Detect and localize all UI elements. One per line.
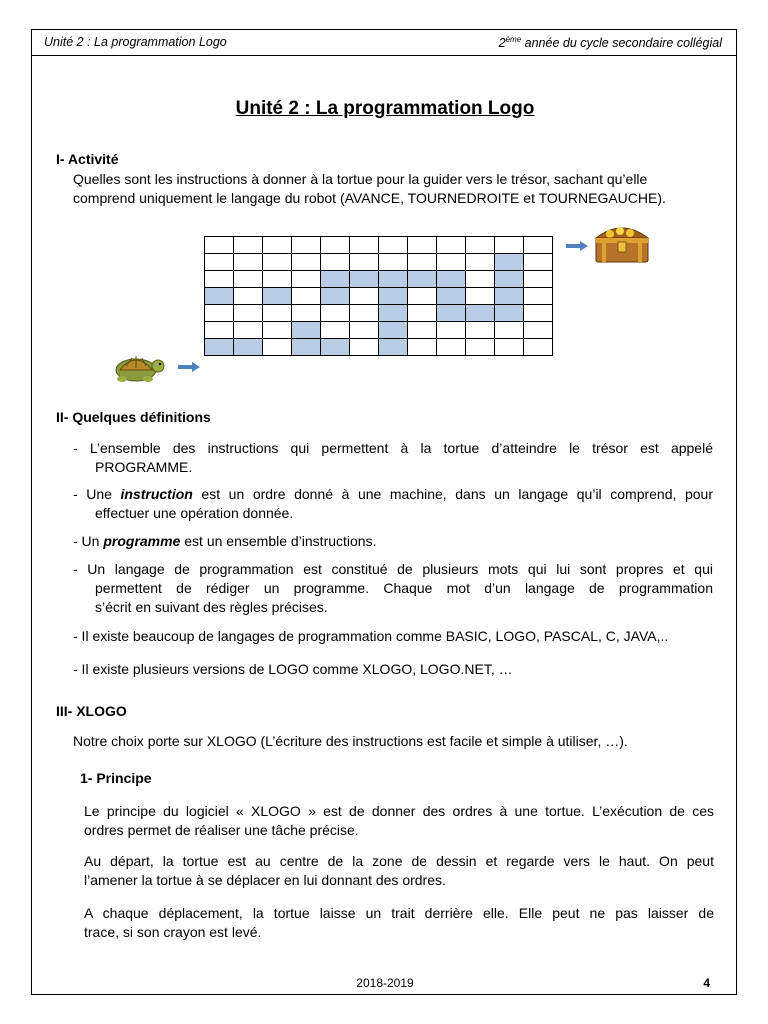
grid-cell <box>263 237 292 254</box>
grid-cell <box>437 254 466 271</box>
page-header <box>32 30 736 56</box>
arrow-right-icon <box>566 241 588 251</box>
grid-cell <box>292 305 321 322</box>
grid-cell <box>466 322 495 339</box>
grid-cell-path <box>466 305 495 322</box>
grid-cell-path <box>379 288 408 305</box>
grid-cell-path <box>234 339 263 356</box>
grid-cell <box>292 271 321 288</box>
grid-cell <box>205 237 234 254</box>
grid-cell <box>466 288 495 305</box>
grid-cell-path <box>205 288 234 305</box>
subsection-heading-principe: 1- Principe <box>80 770 152 786</box>
grid-row <box>205 237 553 254</box>
grid-cell <box>408 237 437 254</box>
principe-paragraph-2: Au départ, la tortue est au centre de la zone de dessin et regarde vers le haut. On peut l’amener la tortue à se déplacer en lui donnant des ordres. <box>84 853 714 888</box>
maze-grid <box>204 236 553 356</box>
grid-cell <box>234 322 263 339</box>
grid-cell <box>321 305 350 322</box>
grid-cell <box>524 288 553 305</box>
grid-cell <box>408 322 437 339</box>
grid-cell-path <box>263 288 292 305</box>
turtle-icon <box>110 348 166 384</box>
principe-paragraph-1: Le principe du logiciel « XLOGO » est de donner des ordres à une tortue. L’exécution de ces ordres permet de réaliser une tâche précise. <box>84 803 714 838</box>
activite-line-2: comprend uniquement le langage du robot (AVANCE, TOURNEDROITE et TOURNEGAUCHE). <box>73 190 666 206</box>
grid-row <box>205 271 553 288</box>
definition-item: - L’ensemble des instructions qui permettent à la tortue d’atteindre le trésor est appelé PROGRAMME. <box>73 440 713 475</box>
grid-cell <box>234 271 263 288</box>
grid-cell <box>292 254 321 271</box>
grid-cell <box>350 254 379 271</box>
grid-cell <box>350 237 379 254</box>
grid-cell <box>263 254 292 271</box>
definition-item: - Un langage de programmation est constitué de plusieurs mots qui lui sont propres et qui permettent de rédiger un programme. Chaque mot d’un langage de programmation s’écrit en suivant des règles précises. <box>73 561 713 615</box>
xlogo-intro: Notre choix porte sur XLOGO (L’écriture des instructions est facile et simple à utiliser, …). <box>73 733 628 749</box>
footer-year: 2018-2019 <box>356 976 414 990</box>
grid-cell <box>263 322 292 339</box>
section-heading-xlogo: III- XLOGO <box>56 703 127 719</box>
definition-item: - Une instruction est un ordre donné à une machine, dans un langage qu’il comprend, pour effectuer une opération donnée. <box>73 486 713 521</box>
grid-cell <box>379 254 408 271</box>
grid-cell-path <box>437 305 466 322</box>
grid-cell <box>466 237 495 254</box>
grid-cell <box>234 254 263 271</box>
grid-cell <box>292 237 321 254</box>
grid-cell <box>292 288 321 305</box>
grid-row <box>205 254 553 271</box>
grid-cell-path <box>495 305 524 322</box>
header-left: Unité 2 : La programmation Logo <box>44 35 227 49</box>
grid-cell <box>263 339 292 356</box>
grid-cell <box>350 322 379 339</box>
grid-cell <box>350 305 379 322</box>
grid-cell-path <box>408 271 437 288</box>
page-number: 4 <box>703 976 710 990</box>
definition-item: - Un programme est un ensemble d’instructions. <box>73 533 377 549</box>
grid-cell-path <box>437 271 466 288</box>
treasure-chest-icon <box>590 220 654 266</box>
grid-row <box>205 305 553 322</box>
definition-item: - Il existe beaucoup de langages de programmation comme BASIC, LOGO, PASCAL, C, JAVA,.. <box>73 628 669 644</box>
grid-cell <box>350 339 379 356</box>
grid-cell <box>524 271 553 288</box>
grid-cell <box>408 339 437 356</box>
grid-cell <box>495 237 524 254</box>
grid-cell-path <box>379 339 408 356</box>
activite-line-1: Quelles sont les instructions à donner à la tortue pour la guider vers le trésor, sachant qu’elle <box>73 171 648 187</box>
grid-cell-path <box>379 271 408 288</box>
grid-row <box>205 339 553 356</box>
grid-cell <box>408 254 437 271</box>
grid-cell <box>524 237 553 254</box>
grid-cell-path <box>350 271 379 288</box>
grid-cell <box>321 254 350 271</box>
grid-cell <box>437 237 466 254</box>
grid-cell <box>379 237 408 254</box>
grid-row <box>205 288 553 305</box>
grid-cell-path <box>321 288 350 305</box>
grid-cell <box>524 339 553 356</box>
arrow-right-icon <box>178 362 200 372</box>
grid-cell-path <box>495 271 524 288</box>
grid-cell <box>205 322 234 339</box>
grid-cell-path <box>495 254 524 271</box>
grid-cell-path <box>205 339 234 356</box>
grid-cell <box>437 322 466 339</box>
definition-item: - Il existe plusieurs versions de LOGO comme XLOGO, LOGO.NET, … <box>73 661 513 677</box>
grid-cell <box>437 339 466 356</box>
grid-cell <box>466 339 495 356</box>
principe-paragraph-3: A chaque déplacement, la tortue laisse un trait derrière elle. Elle peut ne pas laisser de trace, si son crayon est levé. <box>84 905 714 940</box>
grid-cell-path <box>495 288 524 305</box>
grid-cell <box>495 339 524 356</box>
section-heading-definitions: II- Quelques définitions <box>56 409 211 425</box>
grid-cell <box>263 305 292 322</box>
grid-cell <box>205 271 234 288</box>
grid-cell-path <box>321 271 350 288</box>
grid-cell-path <box>321 339 350 356</box>
page-title: Unité 2 : La programmation Logo <box>235 98 535 119</box>
grid-cell <box>466 254 495 271</box>
grid-cell <box>321 322 350 339</box>
grid-cell-path <box>379 322 408 339</box>
grid-cell <box>524 322 553 339</box>
grid-cell-path <box>379 305 408 322</box>
grid-cell <box>350 288 379 305</box>
grid-cell <box>495 322 524 339</box>
grid-cell <box>321 237 350 254</box>
grid-cell <box>234 305 263 322</box>
grid-cell <box>408 288 437 305</box>
grid-cell-path <box>437 288 466 305</box>
grid-cell <box>524 254 553 271</box>
section-heading-activite: I- Activité <box>56 151 119 167</box>
page-frame <box>31 29 737 995</box>
grid-cell <box>524 305 553 322</box>
grid-cell-path <box>292 339 321 356</box>
grid-row <box>205 322 553 339</box>
grid-cell <box>234 237 263 254</box>
grid-cell <box>408 305 437 322</box>
header-right: 2ème année du cycle secondaire collégial <box>498 35 722 51</box>
grid-cell <box>205 254 234 271</box>
grid-cell <box>234 288 263 305</box>
grid-cell <box>205 305 234 322</box>
grid-cell <box>466 271 495 288</box>
grid-cell-path <box>292 322 321 339</box>
grid-cell <box>263 271 292 288</box>
